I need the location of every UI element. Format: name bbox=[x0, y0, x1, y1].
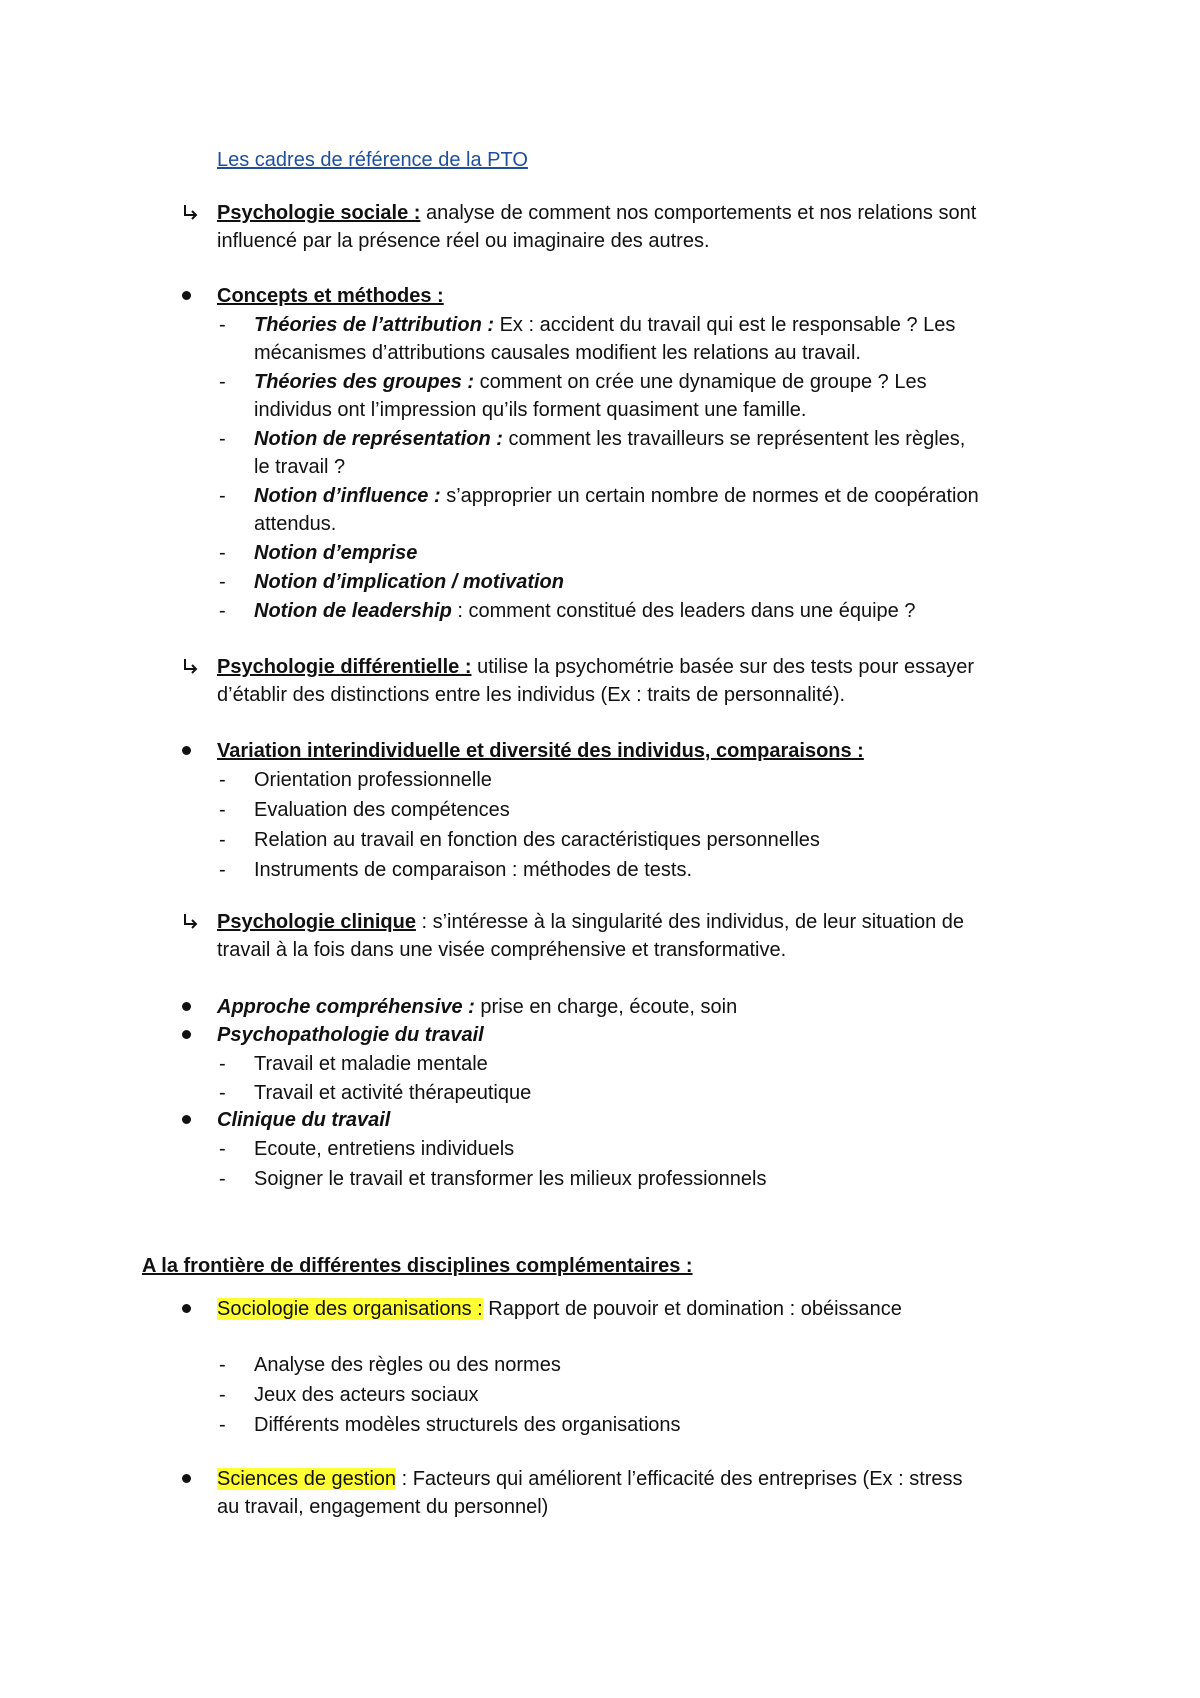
section-differential-cont: d’établir des distinctions entre les individus (Ex : traits de personnalité). bbox=[217, 684, 846, 706]
dash-icon: - bbox=[219, 1138, 226, 1160]
dash-icon: - bbox=[219, 428, 226, 450]
concepts-heading: Concepts et méthodes : bbox=[217, 285, 444, 307]
bullet-icon bbox=[182, 1002, 191, 1011]
management-item: Sciences de gestion : Facteurs qui améliorent l’efficacité des entreprises (Ex : stress bbox=[217, 1468, 963, 1490]
list-item: Différents modèles structurels des organisations bbox=[254, 1414, 681, 1436]
dash-icon: - bbox=[219, 314, 226, 336]
dash-icon: - bbox=[219, 799, 226, 821]
list-item: Orientation professionnelle bbox=[254, 769, 492, 791]
dash-icon: - bbox=[219, 1082, 226, 1104]
clinique-travail-heading: Clinique du travail bbox=[217, 1109, 391, 1131]
list-item: Théories des groupes : comment on crée une dynamique de groupe ? Les bbox=[254, 371, 927, 393]
list-item: Jeux des acteurs sociaux bbox=[254, 1384, 479, 1406]
list-item: Notion d’implication / motivation bbox=[254, 571, 564, 593]
arrow-icon bbox=[180, 202, 202, 224]
list-item-cont: le travail ? bbox=[254, 456, 346, 478]
list-item: Soigner le travail et transformer les milieux professionnels bbox=[254, 1168, 767, 1190]
list-item: Travail et activité thérapeutique bbox=[254, 1082, 532, 1104]
dash-icon: - bbox=[219, 600, 226, 622]
list-item: Ecoute, entretiens individuels bbox=[254, 1138, 515, 1160]
dash-icon: - bbox=[219, 1354, 226, 1376]
list-item: Notion d’emprise bbox=[254, 542, 418, 564]
dash-icon: - bbox=[219, 859, 226, 881]
dash-icon: - bbox=[219, 485, 226, 507]
bullet-icon bbox=[182, 1115, 191, 1124]
bullet-icon bbox=[182, 1474, 191, 1483]
dash-icon: - bbox=[219, 769, 226, 791]
psychopathology-heading: Psychopathologie du travail bbox=[217, 1024, 484, 1046]
bullet-icon bbox=[182, 1304, 191, 1313]
dash-icon: - bbox=[219, 542, 226, 564]
frontier-heading: A la frontière de différentes disciplines complémentaires : bbox=[142, 1255, 693, 1277]
dash-icon: - bbox=[219, 1053, 226, 1075]
list-item-cont: individus ont l’impression qu’ils forment quasiment une famille. bbox=[254, 399, 807, 421]
list-item: Notion d’influence : s’approprier un certain nombre de normes et de coopération bbox=[254, 485, 979, 507]
management-item-cont: au travail, engagement du personnel) bbox=[217, 1496, 549, 1518]
list-item: Analyse des règles ou des normes bbox=[254, 1354, 561, 1376]
list-item: Evaluation des compétences bbox=[254, 799, 510, 821]
list-item-cont: mécanismes d’attributions causales modifient les relations au travail. bbox=[254, 342, 861, 364]
arrow-icon bbox=[180, 656, 202, 678]
sociology-item: Sociologie des organisations : Rapport de pouvoir et domination : obéissance bbox=[217, 1298, 902, 1320]
page-title: Les cadres de référence de la PTO bbox=[217, 149, 528, 171]
bullet-icon bbox=[182, 746, 191, 755]
list-item: Notion de représentation : comment les travailleurs se représentent les règles, bbox=[254, 428, 966, 450]
approach-item: Approche compréhensive : prise en charge, écoute, soin bbox=[217, 996, 738, 1018]
section-clinical: Psychologie clinique : s’intéresse à la singularité des individus, de leur situation de bbox=[217, 911, 965, 933]
list-item-cont: attendus. bbox=[254, 513, 337, 535]
variation-heading: Variation interindividuelle et diversité des individus, comparaisons : bbox=[217, 740, 864, 762]
list-item: Instruments de comparaison : méthodes de tests. bbox=[254, 859, 692, 881]
bullet-icon bbox=[182, 1030, 191, 1039]
list-item: Relation au travail en fonction des caractéristiques personnelles bbox=[254, 829, 820, 851]
section-social: Psychologie sociale : analyse de comment nos comportements et nos relations sont bbox=[217, 202, 977, 224]
section-differential: Psychologie différentielle : utilise la psychométrie basée sur des tests pour essayer bbox=[217, 656, 974, 678]
dash-icon: - bbox=[219, 371, 226, 393]
list-item: Théories de l’attribution : Ex : accident du travail qui est le responsable ? Les bbox=[254, 314, 956, 336]
bullet-icon bbox=[182, 291, 191, 300]
list-item: Notion de leadership : comment constitué des leaders dans une équipe ? bbox=[254, 600, 916, 622]
dash-icon: - bbox=[219, 1414, 226, 1436]
dash-icon: - bbox=[219, 829, 226, 851]
dash-icon: - bbox=[219, 1168, 226, 1190]
arrow-icon bbox=[180, 911, 202, 933]
dash-icon: - bbox=[219, 571, 226, 593]
dash-icon: - bbox=[219, 1384, 226, 1406]
list-item: Travail et maladie mentale bbox=[254, 1053, 488, 1075]
section-clinical-cont: travail à la fois dans une visée compréhensive et transformative. bbox=[217, 939, 787, 961]
section-social-cont: influencé par la présence réel ou imaginaire des autres. bbox=[217, 230, 710, 252]
